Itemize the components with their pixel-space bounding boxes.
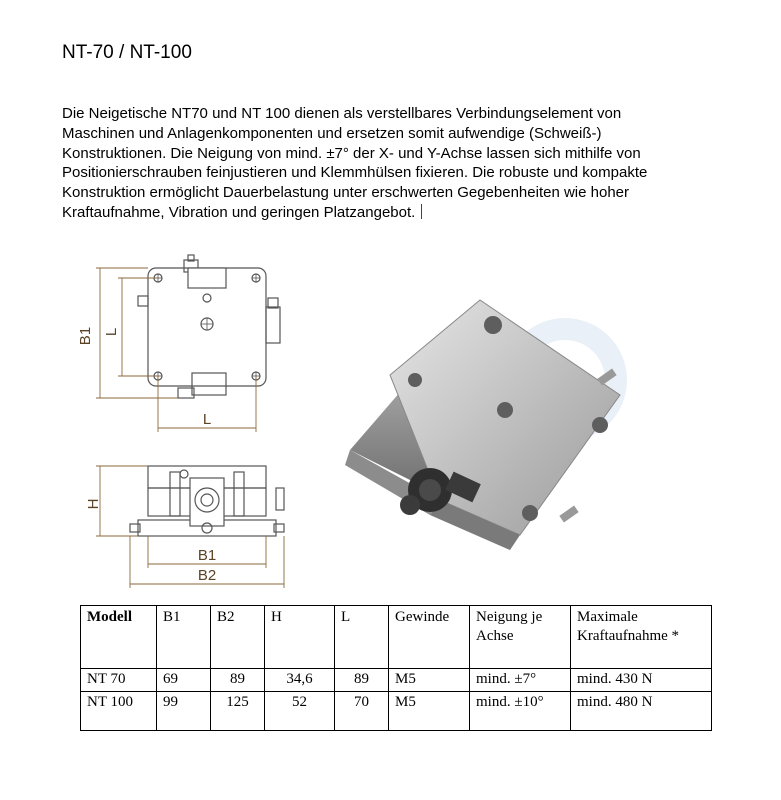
dim-label-b1: B1 — [197, 547, 217, 564]
col-header: Maximale Kraftaufnahme * — [571, 606, 712, 669]
col-header: Gewinde — [389, 606, 470, 669]
hole — [484, 316, 502, 334]
table-cell: NT 70 — [81, 669, 157, 692]
description-line: Konstruktionen. Die Neigung von mind. ±7° der X- und Y-Achse lassen sich mithilfe von — [62, 144, 641, 162]
table-cell: mind. 430 N — [571, 669, 712, 692]
bottom-clamp — [192, 373, 226, 395]
table-cell: M5 — [389, 692, 470, 731]
table-cell: 34,6 — [265, 669, 335, 692]
table-cell: mind. ±7° — [470, 669, 571, 692]
col-header: L — [335, 606, 389, 669]
description-paragraph — [62, 104, 722, 223]
left-screw — [138, 296, 148, 306]
front-view-drawing — [74, 456, 304, 591]
page-title: NT-70 / NT-100 — [62, 42, 192, 63]
description-line-last — [62, 203, 722, 223]
dim-label-l-vertical: L — [103, 327, 120, 337]
col-header: Modell — [81, 606, 157, 669]
product-photo — [330, 285, 660, 585]
dim-label-l-horizontal: L — [202, 411, 212, 428]
top-view-drawing — [74, 252, 304, 437]
dim-label-b1: B1 — [77, 326, 94, 346]
table-cell: 125 — [211, 692, 265, 731]
table-cell: 89 — [211, 669, 265, 692]
right-clamp — [266, 307, 280, 343]
table-cell: NT 100 — [81, 692, 157, 731]
col-header: B2 — [211, 606, 265, 669]
description-line: Die Neigetische NT70 und NT 100 dienen als verstellbares Verbindungselement von — [62, 105, 622, 122]
spec-table — [80, 605, 712, 731]
table-row — [81, 692, 712, 731]
top-clamp — [188, 268, 226, 288]
table-row — [81, 669, 712, 692]
table-cell: mind. ±10° — [470, 692, 571, 731]
description-line-text: Kraftaufnahme, Vibration und geringen Platzangebot. — [62, 203, 416, 221]
text-cursor — [421, 204, 422, 219]
dimension-lines — [96, 268, 256, 432]
col-header: Neigung je Achse — [470, 606, 571, 669]
dim-label-h: H — [85, 498, 102, 510]
description-line: Maschinen und Anlagenkomponenten und ersetzen somit aufwendige (Schweiß-) — [62, 124, 602, 142]
table-cell: 99 — [157, 692, 211, 731]
table-cell: M5 — [389, 669, 470, 692]
side-screw — [276, 488, 284, 510]
col-header: B1 — [157, 606, 211, 669]
col-header: H — [265, 606, 335, 669]
table-header-row — [81, 606, 712, 669]
description-line: Konstruktion ermöglicht Dauerbelastung unter erschwerten Gegebenheiten wie hoher — [62, 184, 630, 202]
dim-label-b2: B2 — [197, 567, 217, 584]
table-cell: 70 — [335, 692, 389, 731]
table-cell: mind. 480 N — [571, 692, 712, 731]
table-cell: 69 — [157, 669, 211, 692]
table-cell: 52 — [265, 692, 335, 731]
table-cell: 89 — [335, 669, 389, 692]
description-line: Positionierschrauben feinjustieren und Klemmhülsen fixieren. Die robuste und kompakte — [62, 164, 648, 182]
